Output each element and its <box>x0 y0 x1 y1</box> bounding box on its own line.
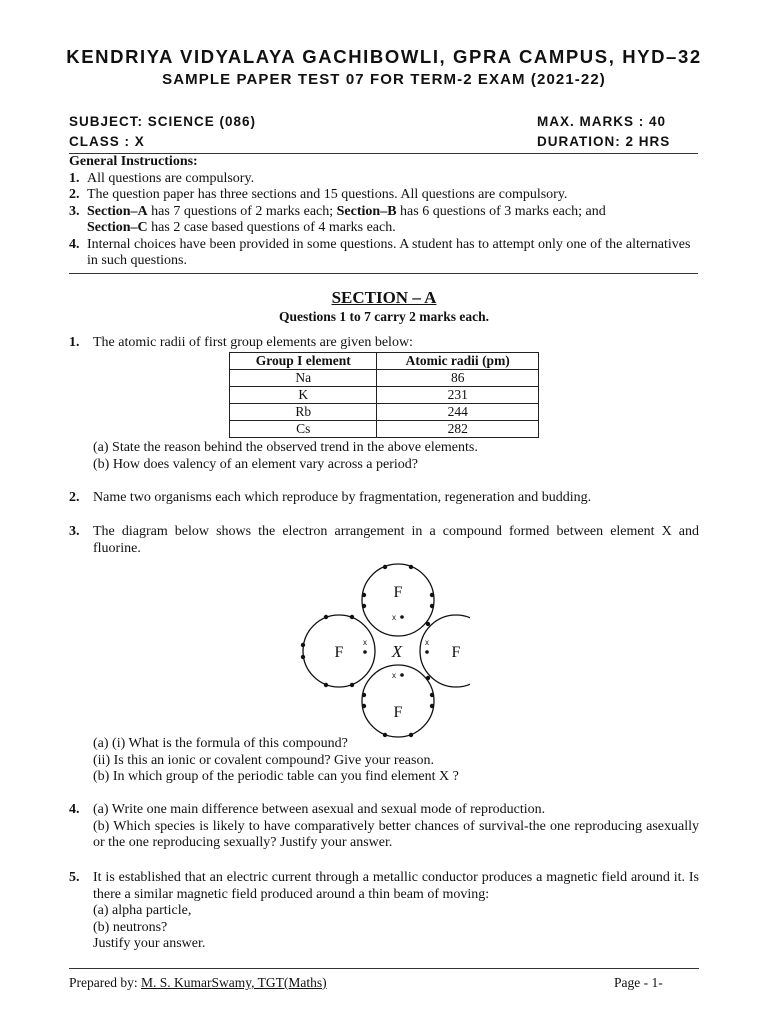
duration-label: DURATION: 2 HRS <box>537 134 671 149</box>
question-1-parts: (a) State the reason behind the observed trend in the above elements. (b) How does valency of an element vary across a period? <box>93 440 478 472</box>
school-title: KENDRIYA VIDYALAYA GACHIBOWLI, GPRA CAMPUS, HYD–32 <box>66 46 702 67</box>
question-3: 3. The diagram below shows the electron arrangement in a compound formed between element X and fluorine. <box>69 524 699 556</box>
fluorine-bottom-circle <box>362 665 434 737</box>
table-row: Na 86 <box>230 370 539 387</box>
exam-title: SAMPLE PAPER TEST 07 FOR TERM-2 EXAM (2021-22) <box>162 71 606 88</box>
table-row: K 231 <box>230 387 539 404</box>
table-header: Group I element <box>230 353 377 370</box>
prepared-by: Prepared by: M. S. KumarSwamy, TGT(Maths) <box>69 975 327 990</box>
cross-electron-label: x <box>392 671 396 680</box>
cross-electron-label: x <box>363 638 367 647</box>
section-subtitle: Questions 1 to 7 carry 2 marks each. <box>279 309 489 324</box>
subject-label: SUBJECT: SCIENCE (086) <box>69 114 257 129</box>
question-1: 1. The atomic radii of first group elements are given below: <box>69 335 413 350</box>
instruction-item: 1. All questions are compulsory. <box>69 170 255 186</box>
fluorine-left-label: F <box>334 644 344 661</box>
max-marks-label: MAX. MARKS : 40 <box>537 114 667 129</box>
fluorine-top-label: F <box>393 584 403 601</box>
electron-dot-diagram <box>290 560 470 742</box>
section-title: SECTION – A <box>331 288 437 307</box>
atomic-radii-table <box>229 352 539 438</box>
page-number: Page - 1- <box>614 975 663 990</box>
class-label: CLASS : X <box>69 134 145 149</box>
cross-electron-label: x <box>392 613 396 622</box>
table-header: Atomic radii (pm) <box>377 353 539 370</box>
element-x-label: X <box>391 642 403 661</box>
cross-electron-label: x <box>425 638 429 647</box>
table-row: Cs 282 <box>230 421 539 438</box>
instructions-title: General Instructions: <box>69 154 198 169</box>
instructions-divider <box>69 273 698 274</box>
author-name: M. S. KumarSwamy, TGT(Maths) <box>140 975 327 990</box>
instruction-item: 4. Internal choices have been provided in some questions. A student has to attempt only one of the alternatives in such questions. <box>69 236 691 268</box>
table-header-row <box>230 353 539 370</box>
fluorine-bottom-label: F <box>393 704 403 721</box>
instruction-item: 3. Section–A has 7 questions of 2 marks each; Section–B has 6 questions of 3 marks each; and Section–C has 2 case based questions of 4 marks each. <box>69 203 606 235</box>
general-instructions <box>69 154 699 270</box>
footer-divider <box>69 968 699 969</box>
question-5: 5. It is established that an electric current through a metallic conductor produces a magnetic field around it. Is there a similar magnetic field produced around a thin beam of moving: (a) alpha particle, (b) neutrons? Justify your answer. <box>69 870 699 951</box>
table-row: Rb 244 <box>230 404 539 421</box>
instruction-item: 2. The question paper has three sections and 15 questions. All questions are compulsory. <box>69 187 568 202</box>
question-4: 4. (a) Write one main difference between asexual and sexual mode of reproduction. (b) Which species is likely to have comparatively better chances of survival-the one reproducing asexually or the one reproducing sexually? Justify your answer. <box>69 802 699 850</box>
question-3-parts: (a) (i) What is the formula of this compound? (ii) Is this an ionic or covalent compound? Give your reason. (b) In which group of the periodic table can you find element X ? <box>93 736 459 784</box>
fluorine-right-label: F <box>451 644 461 661</box>
question-2: 2. Name two organisms each which reproduce by fragmentation, regeneration and budding. <box>69 490 592 505</box>
